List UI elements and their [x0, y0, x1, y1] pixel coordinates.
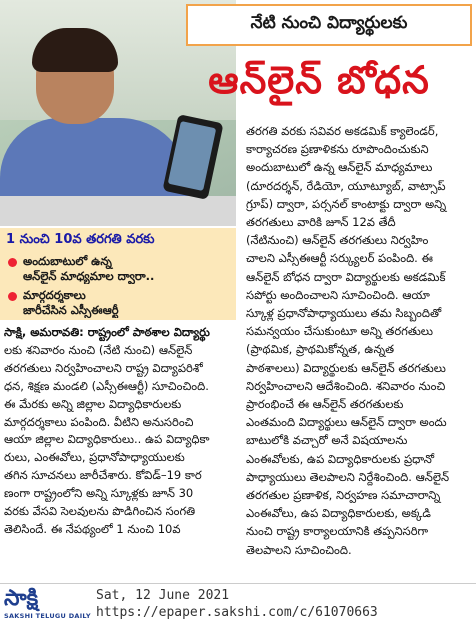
kicker-headline: నేటి నుంచి విద్యార్థులకు: [186, 4, 472, 46]
article-line: మార్గదర్శకాలు పంపింది. వీటిని అనుసరించి: [4, 414, 194, 429]
article-line: (నేటినుంచి) ఆన్‌లైన్ తరగతులు నిర్వహిం: [246, 233, 429, 248]
article-line: స్కూళ్ల ప్రధానోపాధ్యాయులు తమ సిబ్బందితో: [246, 306, 442, 321]
article-line: ఎంఈవోలకు, ఉప విద్యాధికారులకు ప్రధానో: [246, 451, 435, 466]
article-line: ఆన్‌లైన్ బోధన ద్వారా విద్యార్థులకు అకడమిక్: [246, 269, 446, 284]
article-line: బాటులోకి వచ్చారో అనే విషయాలను: [246, 433, 408, 448]
article-line: రులు, ఎంఈవోలు, ప్రధానోపాధ్యాయులకు: [4, 450, 185, 465]
bullet-line: మార్గదర్శకాలు: [23, 288, 86, 302]
bullet-dot-icon: [8, 258, 17, 267]
article-line: ఎంతమంది విద్యార్థులు ఆన్‌లైన్ ద్వారా అందు: [246, 415, 447, 430]
logo-subtitle: SAKSHI TELUGU DAILY: [4, 612, 91, 620]
article-line: చాలని ఎస్సీఈఆర్టీ సర్క్యులర్ పంపింది. ఈ: [246, 251, 433, 266]
highlight-title: 1 నుంచి 10వ తరగతి వరకు: [6, 232, 155, 247]
highlight-box: [0, 228, 236, 320]
article-line: తరగతులు వారికి జూన్ 12వ తేదీ: [246, 215, 396, 230]
article-line: తరగతులు నిర్వహించాలని రాష్ట్ర విద్యాపరిశో: [4, 360, 203, 375]
logo-text: సాక్షి: [4, 586, 39, 611]
article-line: అందుబాటులో ఉన్న ఆన్‌లైన్ మాధ్యమాలు: [246, 160, 433, 175]
article-line: ణంగా రాష్ట్రంలోని అన్ని స్కూళ్లకు జూన్ 30: [4, 486, 194, 501]
article-line: ధన, శిక్షణ మండలి (ఎస్సీఈఆర్టీ) సూచించింది.: [4, 378, 209, 393]
article-column-right: [246, 122, 472, 559]
article-line: సమన్వయం చేసుకుంటూ అన్ని తరగతులు: [246, 324, 433, 339]
article-line: ప్రారంభించే ఈ ఆన్‌లైన్ తరగతులకు: [246, 397, 404, 412]
article-line: ఎంఈవోలు, ఉప విద్యాధికారులకు, అక్కడి: [246, 506, 431, 521]
main-headline: ఆన్‌లైన్ బోధన: [208, 58, 430, 102]
article-line: వరకు వేసవి సెలవులను పొడిగించిన సంగతి: [4, 504, 196, 519]
article-column-left: [4, 324, 236, 539]
article-line: లకు శనివారం నుంచి (నేటి నుంచి) ఆన్‌లైన్: [4, 342, 193, 357]
article-line: తరగతి వరకు సవివర అకడమిక్ క్యాలెండర్,: [246, 124, 439, 138]
article-line: గ్రూప్) ద్వారా, పర్సనల్ కాంటాక్టు ద్వారా అన్ని: [246, 196, 447, 211]
article-line: నుంచి రాష్ట్ర కార్యాలయానికి తప్పనిసరిగా: [246, 524, 429, 539]
article-line: కార్యాచరణ ప్రణాళికను రూపొందించుకుని: [246, 142, 429, 157]
article-line: సాక్షి, అమరావతి: రాష్ట్రంలో పాఠశాల విద్యార్థు: [4, 325, 210, 339]
bullet-line: ఆన్‌లైన్ మాధ్యమాల ద్వారా..: [23, 269, 155, 283]
article-line: (దూరదర్శన్, రేడియో, యూట్యూబ్, వాట్సాప్: [246, 178, 446, 193]
epaper-footer: [0, 583, 476, 625]
photo-table: [0, 196, 236, 226]
highlight-bullet: [6, 288, 230, 318]
article-line: తెలిసిందే. ఈ నేపథ్యంలో 1 నుంచి 10వ: [4, 521, 181, 536]
article-line: (ప్రాథమిక, ప్రాథమికోన్నత, ఉన్నత: [246, 342, 395, 357]
article-line: పాధ్యాయులు తెలపాలని నిర్దేశించింది. ఆన్‌లైన్: [246, 469, 450, 484]
publication-date: Sat, 12 June 2021: [96, 588, 230, 603]
article-line: ఆయా జిల్లాల విద్యాధికారులు.. ఉప విద్యాధికా: [4, 432, 210, 447]
article-line: తెలపాలని సూచించింది.: [246, 542, 352, 557]
bullet-line: జారీచేసిన ఎస్సీఈఆర్టీ: [23, 303, 119, 317]
highlight-bullet: [6, 254, 230, 284]
article-line: ఈ మేరకు అన్ని జిల్లాల విద్యాధికారులకు: [4, 396, 182, 411]
sakshi-logo: [4, 586, 90, 624]
article-line: పాఠశాలలు) విద్యార్థులకు ఆన్‌లైన్ తరగతులు: [246, 360, 446, 375]
article-line: తరగతుల ప్రణాళిక, నిర్వహణ సమాచారాన్ని: [246, 488, 441, 503]
article-line: నిర్వహించాలని ఆదేశించింది. శనివారం నుంచి: [246, 378, 446, 393]
bullet-line: అందుబాటులో ఉన్న: [23, 254, 112, 268]
epaper-link[interactable]: https://epaper.sakshi.com/c/61070663: [96, 605, 378, 620]
article-line: తగిన సూచనలు జారీచేశారు. కోవిడ్‌–19 కార: [4, 468, 202, 483]
bullet-dot-icon: [8, 292, 17, 301]
article-line: సపోర్టు అందించాలని సూచించింది. ఆయా: [246, 287, 430, 302]
